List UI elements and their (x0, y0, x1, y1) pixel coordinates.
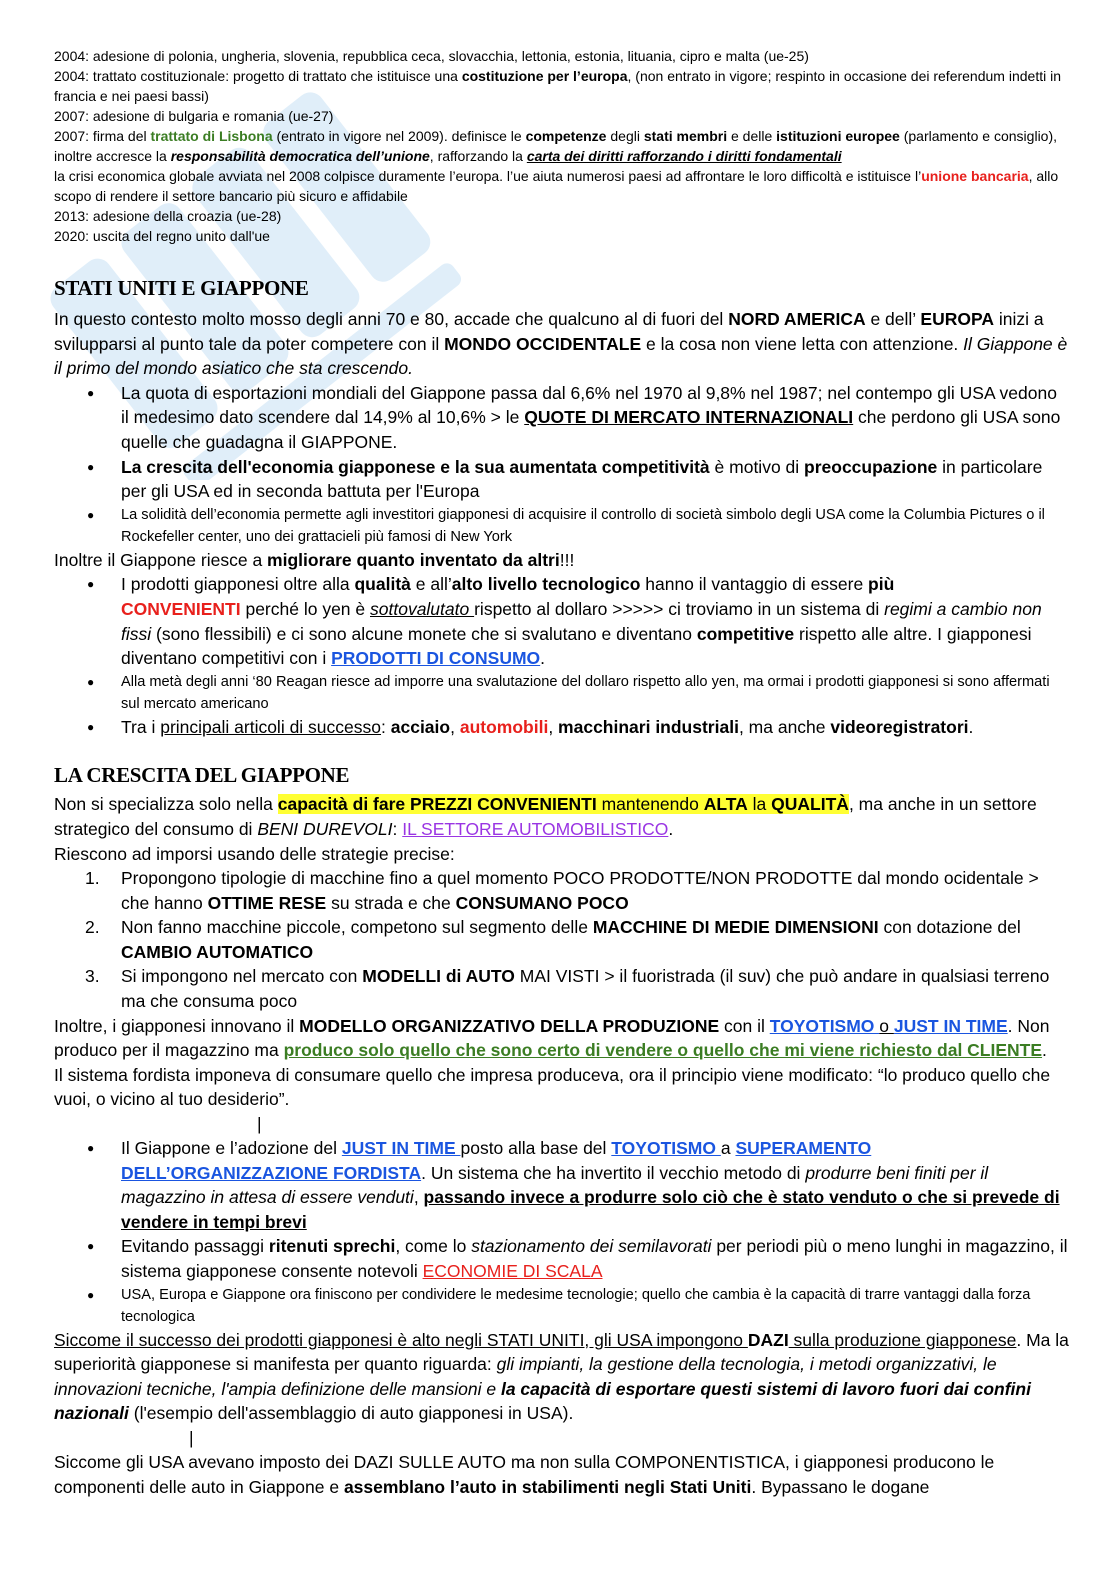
list-item: ● Il Giappone e l’adozione del JUST IN TIME posto alla base del TOYOTISMO a SUPERAMENTO DELL’ORGANIZZAZIONE FORDISTA. Un sistema che ha invertito il vecchio metodo di produrre beni finiti per il magazzino in attesa di essere venduti, passando invece a produrre solo ciò che è stato venduto o che si prevede di vendere in tempi brevi (54, 1136, 1069, 1234)
paragraph: Siccome gli USA avevano imposto dei DAZI SULLE AUTO ma non sulla COMPONENTISTICA, i giapponesi producono le componenti delle auto in Giappone e assemblano l’auto in stabilimenti negli Stati Uniti. Bypassano le dogane (54, 1451, 995, 1497)
timeline-line: 2020: uscita del regno unito dall'ue (54, 228, 270, 244)
numbered-list (54, 866, 1069, 1014)
list-item: ● Evitando passaggi ritenuti sprechi, come lo stazionamento dei semilavorati per periodi più o meno lunghi in magazzino, il sistema giapponese consente notevoli ECONOMIE DI SCALA (54, 1234, 1069, 1283)
list-item: ● I prodotti giapponesi oltre alla qualità e all’alto livello tecnologico hanno il vantaggio di essere più CONVENIENTI perché lo yen è sottovalutato rispetto al dollaro >>>>> ci troviamo in un sistema di regimi a cambio non fissi (sono flessibili) e ci sono alcune monete che si svalutano e diventano competitive rispetto alle altre. I giapponesi diventano competitivi con i PRODOTTI DI CONSUMO. (54, 572, 1069, 670)
timeline-line: 2004: adesione di polonia, ungheria, slovenia, repubblica ceca, slovacchia, lettonia, estonia, lituania, cipro e malta (ue-25) (54, 48, 809, 64)
timeline-line: 2007: firma del trattato di Lisbona (entrato in vigore nel 2009). definisce le competenze degli stati membri e delle istituzioni europee (parlamento e consiglio), inoltre accresce la responsabilità democratica dell’unione, rafforzando la carta dei diritti rafforzando i diritti fondamentali (54, 128, 1058, 164)
bullet-list (54, 572, 1069, 739)
separator-bar: | (189, 1427, 194, 1448)
paragraph: In questo contesto molto mosso degli anni 70 e 80, accade che qualcuno al di fuori del NORD AMERICA e dell’ EUROPA inizi a svilupparsi al punto tale da poter competere con il MONDO OCCIDENTALE e la cosa non viene letta con attenzione. Il Giappone è il primo del mondo asiatico che sta crescendo. (54, 309, 1068, 379)
list-item: 1. Propongono tipologie di macchine fino a quel momento POCO PRODOTTE/NON PRODOTTE dal mondo ocidentale > che hanno OTTIME RESE su strada e che CONSUMANO POCO (85, 868, 1039, 913)
bullet-list (54, 1136, 1069, 1328)
list-item: ● La crescita dell'economia giapponese e la sua aumentata competitività è motivo di preoccupazione in particolare per gli USA ed in seconda battuta per l'Europa (54, 455, 1069, 504)
section-stati-uniti-body (54, 307, 1069, 739)
separator-bar: | (257, 1114, 262, 1135)
timeline-line: 2007: adesione di bulgaria e romania (ue-27) (54, 108, 334, 124)
timeline-line: 2013: adesione della croazia (ue-28) (54, 208, 282, 224)
timeline-line: la crisi economica globale avviata nel 2008 colpisce duramente l’europa. l’ue aiuta numerosi paesi ad affrontare le loro difficoltà e istituisce l’unione bancaria, allo scopo di rendere il settore bancario più sicuro e affidabile (54, 168, 1059, 204)
list-item: ● Alla metà degli anni ‘80 Reagan riesce ad imporre una svalutazione del dollaro rispetto allo yen, ma ormai i prodotti giapponesi si sono affermati sul mercato americano (54, 671, 1069, 715)
document-page (54, 46, 1069, 1499)
timeline-line: 2004: trattato costituzionale: progetto di trattato che istituisce una costituzione per l’europa, (non entrato in vigore; respinto in occasione dei referendum indetti in francia e nei paesi bassi) (54, 68, 1061, 104)
paragraph: Il sistema fordista imponeva di consumare quello che impresa produceva, ora il principio viene modificato: “lo produco quello che vuoi, o vicino al tuo desiderio”. (54, 1064, 1051, 1110)
paragraph: Non si specializza solo nella capacità di fare PREZZI CONVENIENTI mantenendo ALTA la QUALITÀ, ma anche in un settore strategico del consumo di BENI DUREVOLI: IL SETTORE AUTOMOBILISTICO. (54, 794, 1037, 839)
bullet-list (54, 381, 1069, 548)
paragraph: Inoltre il Giappone riesce a migliorare quanto inventato da altri!!! (54, 549, 575, 570)
list-item: 3. Si impongono nel mercato con MODELLI di AUTO MAI VISTI > il fuoristrada (il suv) che può andare in qualsiasi terreno ma che consuma poco (85, 966, 1050, 1012)
list-item: ● USA, Europa e Giappone ora finiscono per condividere le medesime tecnologie; quello che cambia è la capacità di trarre vantaggi dalla forza tecnologica (54, 1284, 1069, 1328)
list-item: ● La quota di esportazioni mondiali del Giappone passa dal 6,6% nel 1970 al 9,8% nel 1987; nel contempo gli USA vedono il medesimo dato scendere dal 14,9% al 10,6% > le QUOTE DI MERCATO INTERNAZIONALI che perdono gli USA sono quelle che guadagna il GIAPPONE. (54, 381, 1069, 455)
section-heading-stati-uniti: STATI UNITI E GIAPPONE (54, 276, 309, 300)
list-item: 2. Non fanno macchine piccole, competono sul segmento delle MACCHINE DI MEDIE DIMENSIONI con dotazione del CAMBIO AUTOMATICO (85, 917, 1021, 962)
section-crescita-body (54, 792, 1069, 1499)
timeline-block (54, 46, 1069, 246)
paragraph: Riescono ad imporsi usando delle strategie precise: (54, 843, 455, 864)
paragraph: Inoltre, i giapponesi innovano il MODELLO ORGANIZZATIVO DELLA PRODUZIONE con il TOYOTISMO o JUST IN TIME. Non produco per il magazzino ma produco solo quello che sono certo di vendere o quello che mi viene richiesto dal CLIENTE. (54, 1015, 1050, 1061)
section-heading-crescita-giappone: LA CRESCITA DEL GIAPPONE (54, 763, 350, 788)
list-item: ● La solidità dell’economia permette agli investitori giapponesi di acquisire il controllo di società simbolo degli USA come la Columbia Pictures o il Rockefeller center, uno dei grattacieli più famosi di New York (54, 504, 1069, 548)
paragraph: Siccome il successo dei prodotti giapponesi è alto negli STATI UNITI, gli USA impongono DAZI sulla produzione giapponese. Ma la superiorità giapponese si manifesta per quanto riguarda: gli impianti, la gestione della tecnologia, i metodi organizzativi, le innovazioni tecniche, l'ampia definizione delle mansioni e la capacità di esportare questi sistemi di lavoro fuori dai confini nazionali (l'esempio dell'assemblaggio di auto giapponesi in USA). (54, 1329, 1069, 1424)
list-item: ● Tra i principali articoli di successo: acciaio, automobili, macchinari industriali, ma anche videoregistratori. (54, 715, 1069, 740)
